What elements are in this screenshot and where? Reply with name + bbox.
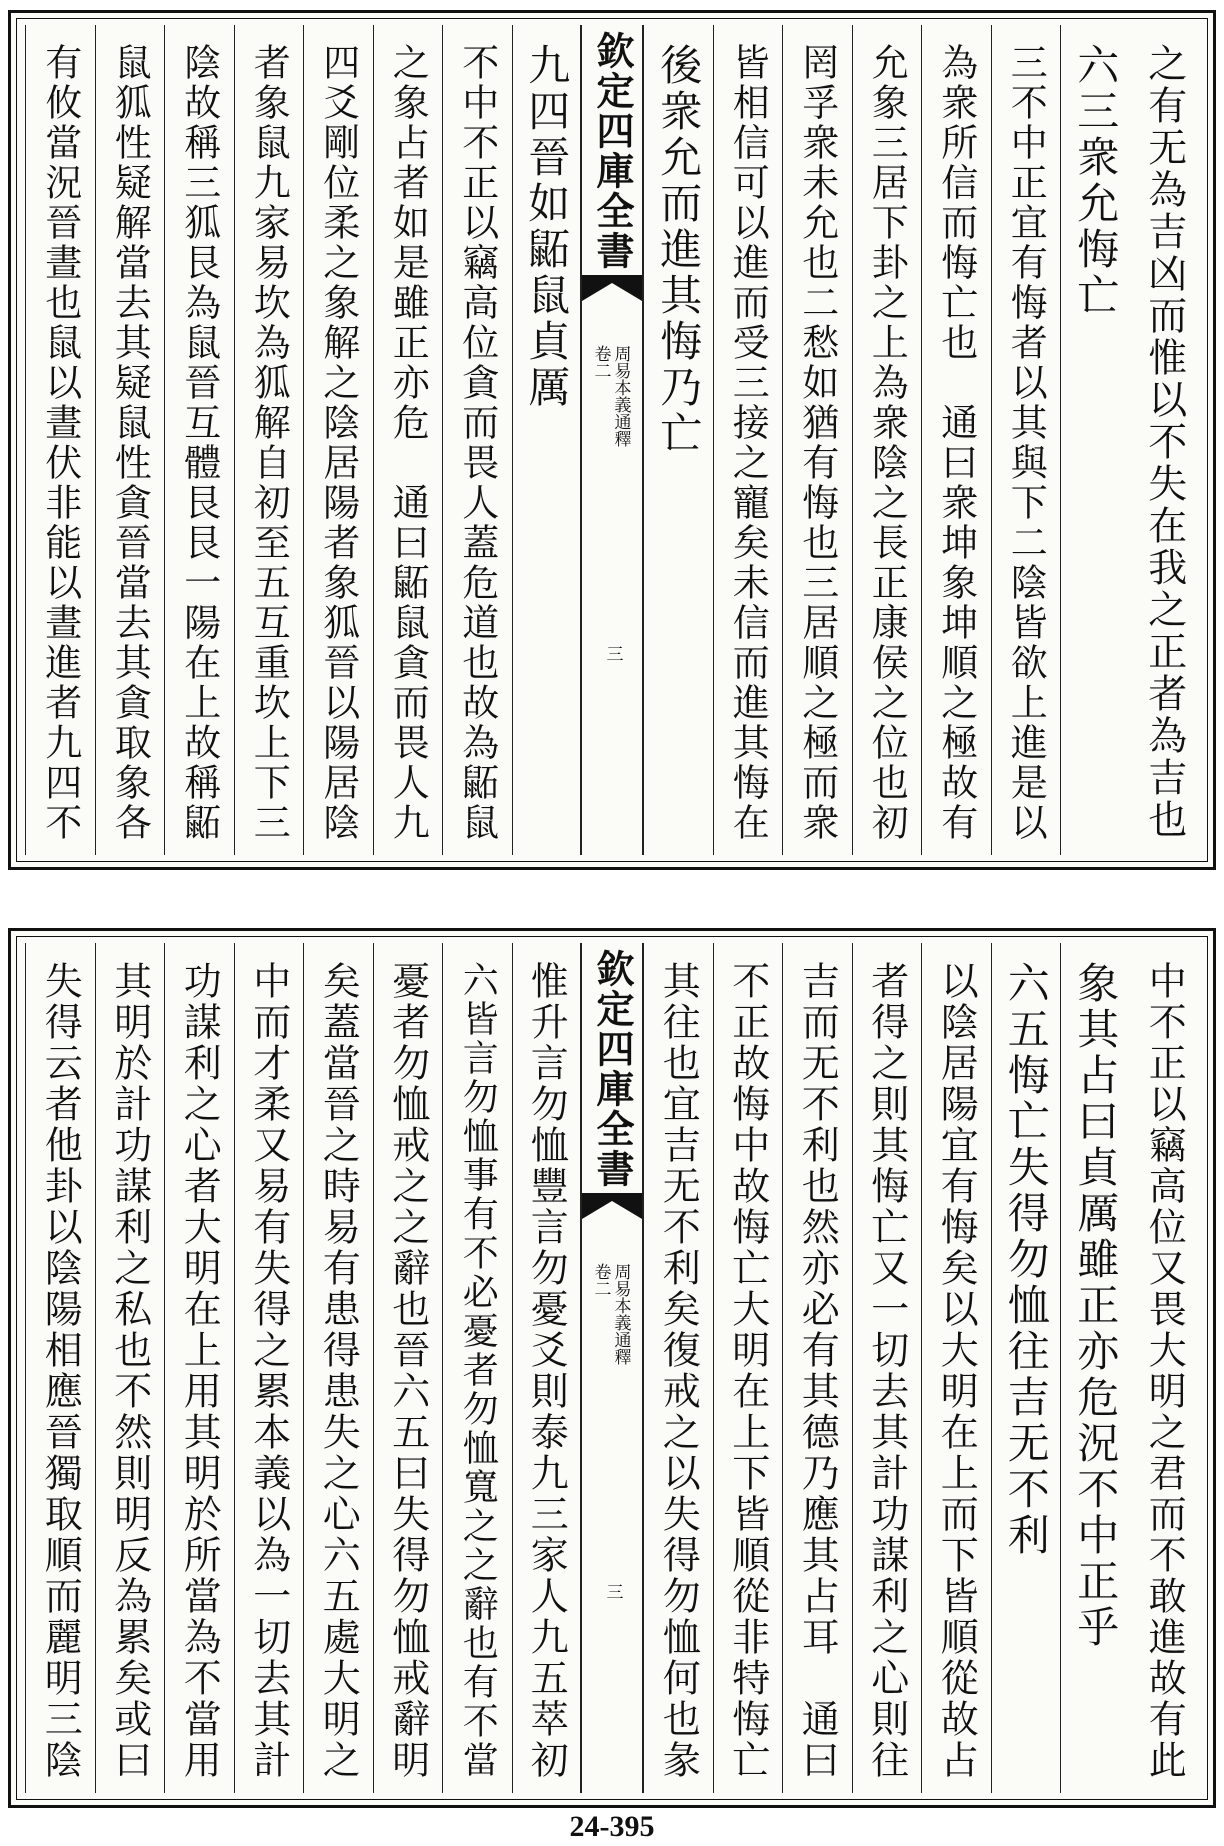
text-column <box>442 25 512 855</box>
folio-number: 三 <box>602 1583 623 1600</box>
collection-title: 欽定四庫全書 <box>590 949 635 1189</box>
text-column <box>1130 25 1200 855</box>
page-number: 24-395 <box>569 1810 655 1843</box>
column-text: 中不正以竊高位又畏大明之君而不敢進故有此 <box>1142 961 1187 1781</box>
book-title: 周易本義通釋 <box>610 345 631 447</box>
bottom-page <box>8 928 1216 1808</box>
volume-label: 卷二 <box>590 345 611 379</box>
column-text: 鼠狐性疑解當去其疑鼠性貪晉當去其貪取象各 <box>108 43 152 843</box>
top-page <box>8 10 1216 870</box>
text-column <box>713 943 783 1793</box>
text-column <box>921 943 991 1793</box>
text-column <box>234 943 304 1793</box>
column-text: 罔孚衆未允也二愁如猶有悔也三居順之極而衆 <box>795 43 839 843</box>
text-column <box>713 25 783 855</box>
column-text: 象其占曰貞厲雖正亦危況不中正乎 <box>1071 961 1121 1651</box>
text-column <box>991 943 1061 1793</box>
column-text: 六三衆允悔亡 <box>1071 43 1121 319</box>
text-column <box>1060 943 1130 1793</box>
column-text: 功謀利之心者大明在上用其明於所當為不當用 <box>177 961 222 1781</box>
volume-label: 卷二 <box>590 1263 611 1297</box>
text-column <box>1130 943 1200 1793</box>
column-text: 其明於計功謀利之私也不然則明反為累矣或曰 <box>107 961 152 1781</box>
column-text: 失得云者他卦以陰陽相應晉獨取順而麗明三陰 <box>38 961 83 1781</box>
column-text: 其往也宜吉无不利矣復戒之以失得勿恤何也彖 <box>656 961 701 1781</box>
column-text: 者象鼠九家易坎為狐解自初至五互重坎上下三 <box>247 43 291 843</box>
column-text: 六五悔亡失得勿恤往吉无不利 <box>1001 961 1051 1559</box>
text-column <box>512 943 582 1793</box>
text-column <box>852 943 922 1793</box>
text-column <box>95 25 165 855</box>
column-text: 不中不正以竊高位貪而畏人蓋危道也故為鼫鼠 <box>455 43 499 843</box>
column-text: 三不中正宜有悔者以其與下二陰皆欲上進是以 <box>1004 43 1048 843</box>
text-column <box>234 25 304 855</box>
text-column <box>25 25 95 855</box>
column-text: 有攸當況晉晝也鼠以晝伏非能以晝進者九四不 <box>38 43 82 843</box>
column-text: 六皆言勿恤事有不必憂者勿恤寬之之辭也有不當 <box>457 961 499 1780</box>
center-spine <box>581 25 643 855</box>
column-text: 皆相信可以進而受三接之寵矣未信而進其悔在 <box>726 43 770 843</box>
text-column <box>303 25 373 855</box>
text-column <box>852 25 922 855</box>
column-text: 惟升言勿恤豐言勿憂爻則泰九三家人九五萃初 <box>524 961 569 1781</box>
column-text: 者得之則其悔亡又一切去其計功謀利之心則往 <box>864 961 909 1781</box>
fishtail-mark <box>582 1193 642 1219</box>
folio-number: 三 <box>602 645 623 662</box>
text-column <box>643 25 713 855</box>
text-column <box>921 25 991 855</box>
column-text: 之象占者如是雖正亦危 通曰鼫鼠貪而畏人九 <box>386 43 430 843</box>
center-spine <box>581 943 643 1793</box>
column-text: 憂者勿恤戒之之辭也晉六五曰失得勿恤戒辭明 <box>385 961 430 1781</box>
text-column <box>782 943 852 1793</box>
column-text: 陰故稱三狐艮為鼠晉互體艮艮一陽在上故稱鼫 <box>177 43 221 843</box>
column-text: 四爻剛位柔之象解之陰居陽者象狐晉以陽居陰 <box>316 43 360 843</box>
text-column <box>512 25 582 855</box>
book-title: 周易本義通釋 <box>610 1263 631 1365</box>
column-text: 後衆允而進其悔乃亡 <box>654 43 704 457</box>
column-text: 九四晉如鼫鼠貞厲 <box>522 43 572 411</box>
column-text: 不正故悔中故悔亡大明在上下皆順從非特悔亡 <box>725 961 770 1781</box>
text-column <box>643 943 713 1793</box>
text-column <box>25 943 95 1793</box>
text-column <box>373 943 443 1793</box>
text-column <box>303 943 373 1793</box>
text-column <box>991 25 1061 855</box>
text-column <box>95 943 165 1793</box>
text-column <box>442 943 512 1793</box>
fishtail-mark <box>582 275 642 301</box>
text-column <box>164 943 234 1793</box>
column-text: 吉而无不利也然亦必有其德乃應其占耳 通曰 <box>795 961 840 1781</box>
text-column <box>373 25 443 855</box>
column-text: 允象三居下卦之上為衆陰之長正康侯之位也初 <box>865 43 909 843</box>
text-column <box>782 25 852 855</box>
column-text: 以陰居陽宜有悔矣以大明在上而下皆順從故占 <box>934 961 979 1781</box>
collection-title: 欽定四庫全書 <box>590 31 635 271</box>
column-text: 為衆所信而悔亡也 通曰衆坤象坤順之極故有 <box>934 43 978 843</box>
text-column <box>1060 25 1130 855</box>
column-text: 中而才柔又易有失得之累本義以為一切去其計 <box>246 961 291 1781</box>
column-text: 矣蓋當晉之時易有患得患失之心六五處大明之 <box>316 961 361 1781</box>
text-column <box>164 25 234 855</box>
column-text: 之有无為吉凶而惟以不失在我之正者為吉也 <box>1141 43 1187 841</box>
